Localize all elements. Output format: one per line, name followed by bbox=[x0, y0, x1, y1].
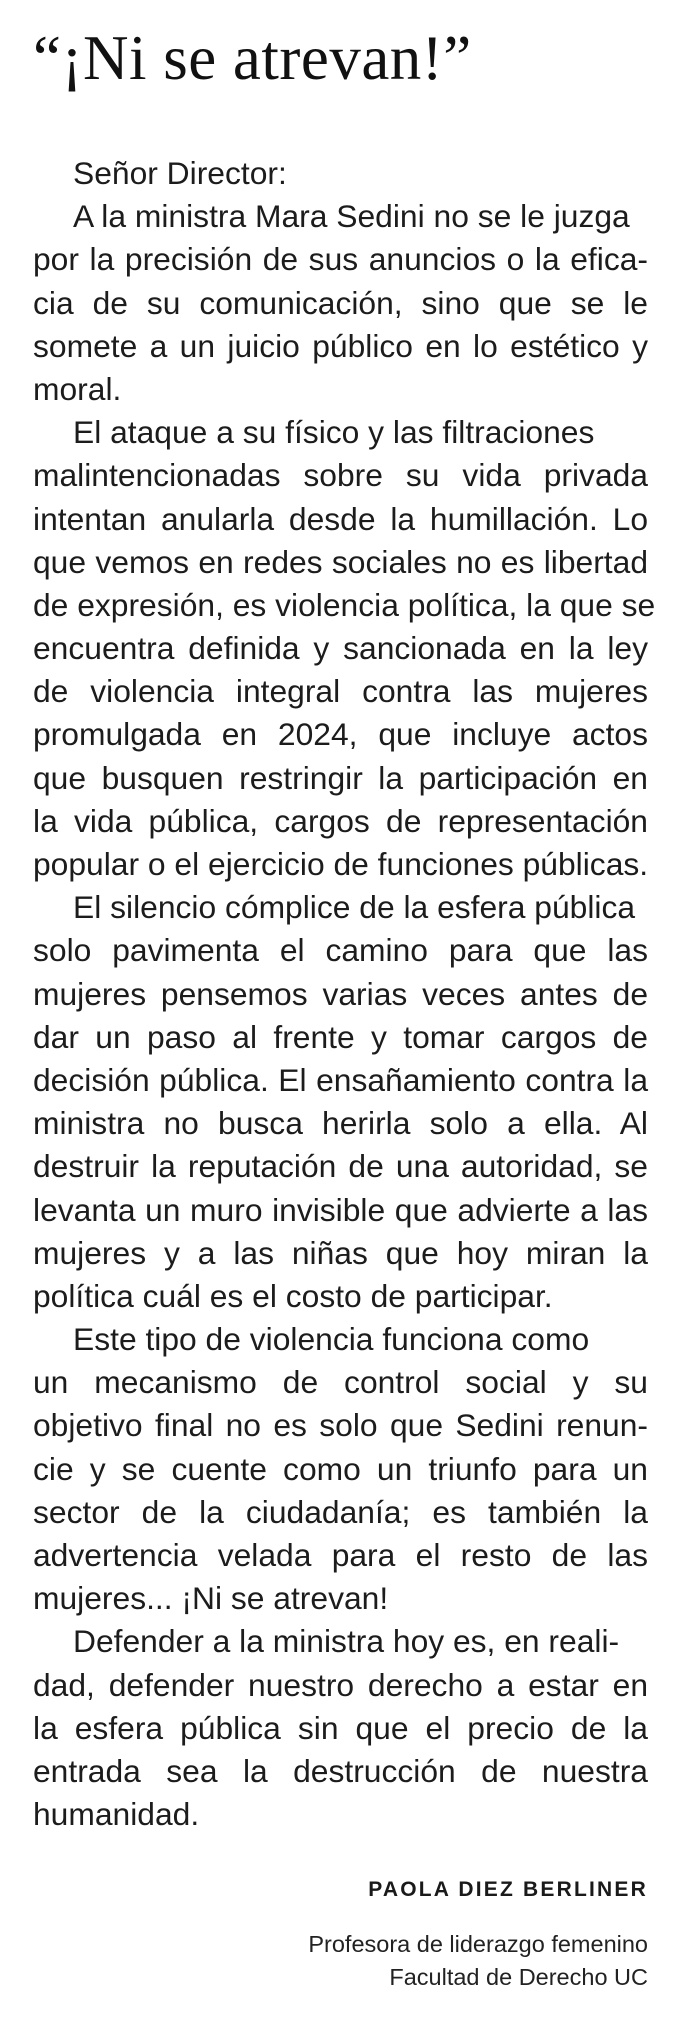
body-line: dar un paso al frente y tomar cargos de bbox=[33, 1018, 648, 1055]
letter-body bbox=[33, 152, 656, 1836]
body-line: la esfera pública sin que el precio de la bbox=[33, 1709, 648, 1746]
letter-headline: “¡Ni se atrevan!” bbox=[33, 23, 472, 93]
body-line: Defender a la ministra hoy es, en reali- bbox=[73, 1623, 620, 1660]
body-line: sector de la ciudadanía; es también la bbox=[33, 1493, 648, 1530]
body-line: moral. bbox=[33, 370, 122, 407]
body-line: por la precisión de sus anuncios o la efica- bbox=[33, 241, 648, 278]
body-line: levanta un muro invisible que advierte a las bbox=[33, 1191, 648, 1228]
body-line: Este tipo de violencia funciona como bbox=[73, 1321, 590, 1358]
body-line: dad, defender nuestro derecho a estar en bbox=[33, 1666, 648, 1703]
body-line: ministra no busca herirla solo a ella. Al bbox=[33, 1105, 648, 1142]
body-line: mujeres y a las niñas que hoy miran la bbox=[33, 1234, 648, 1271]
body-line: humanidad. bbox=[33, 1796, 200, 1833]
body-line: cie y se cuente como un triunfo para un bbox=[33, 1450, 648, 1487]
body-line: El silencio cómplice de la esfera pública bbox=[73, 889, 636, 926]
body-line: que busquen restringir la participación en bbox=[33, 759, 648, 796]
body-line: intentan anularla desde la humillación. Lo bbox=[33, 500, 648, 537]
body-line: la vida pública, cargos de representación bbox=[33, 802, 648, 839]
body-line: advertencia velada para el resto de las bbox=[33, 1537, 648, 1573]
author-name: PAOLA DIEZ BERLINER bbox=[368, 1878, 648, 1901]
body-line: popular o el ejercicio de funciones públicas. bbox=[33, 846, 649, 882]
body-line: promulgada en 2024, que incluye actos bbox=[33, 716, 648, 753]
body-line: malintencionadas sobre su vida privada bbox=[33, 457, 648, 494]
body-line: destruir la reputación de una autoridad, se bbox=[33, 1148, 648, 1185]
body-line: El ataque a su físico y las filtraciones bbox=[73, 414, 595, 451]
body-line: entrada sea la destrucción de nuestra bbox=[33, 1752, 648, 1789]
body-line: objetivo final no es solo que Sedini renun- bbox=[33, 1407, 648, 1444]
body-line: decisión pública. El ensañamiento contra la bbox=[33, 1061, 648, 1098]
body-line: mujeres... ¡Ni se atrevan! bbox=[33, 1580, 389, 1617]
body-line: que vemos en redes sociales no es libertad bbox=[33, 543, 648, 580]
author-title: Profesora de liderazgo femenino bbox=[308, 1931, 648, 1957]
body-line: cia de su comunicación, sino que se le bbox=[33, 284, 648, 321]
body-line: mujeres pensemos varias veces antes de bbox=[33, 975, 648, 1012]
body-line: de violencia integral contra las mujeres bbox=[33, 673, 648, 710]
body-line: política cuál es el costo de participar. bbox=[33, 1277, 553, 1314]
body-line: A la ministra Mara Sedini no se le juzga bbox=[73, 198, 630, 235]
body-line: somete a un juicio público en lo estético y bbox=[33, 327, 648, 364]
body-line: encuentra definida y sancionada en la ley bbox=[33, 630, 648, 667]
salutation-line: Señor Director: bbox=[73, 155, 287, 191]
body-line: solo pavimenta el camino para que las bbox=[33, 932, 648, 969]
author-affiliation: Facultad de Derecho UC bbox=[389, 1964, 648, 1990]
body-line: un mecanismo de control social y su bbox=[33, 1364, 648, 1401]
body-line: de expresión, es violencia política, la que se bbox=[33, 586, 656, 623]
